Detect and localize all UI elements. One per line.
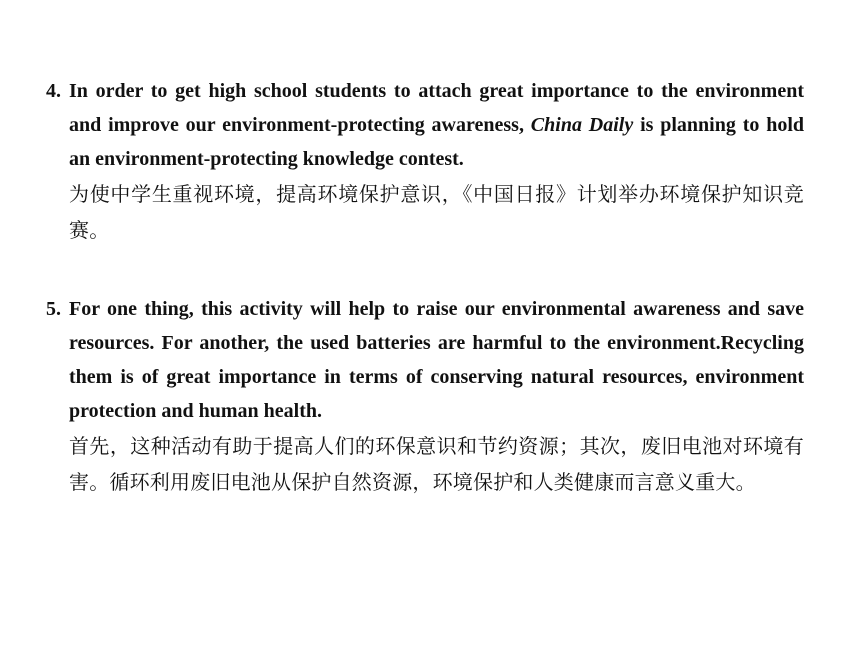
item-5-number: 5. [46,298,61,320]
list-item-5 [46,292,804,500]
newspaper-name: China Daily [530,114,634,136]
item-4-english-suffix: is planning to hold an environment-protecting knowledge contest. [69,114,804,170]
item-4-chinese-translation: 为使中学生重视环境，提高环境保护意识，《中国日报》计划举办环境保护知识竞赛。 [69,182,804,242]
item-4-english-prefix: In order to get high school students to attach great importance to the environment and improve our environment-protecting awareness, [69,80,804,136]
item-5-english-text [46,292,804,428]
item-4-english-text [46,74,804,176]
list-item-4 [46,74,804,248]
item-5-chinese-translation: 首先，这种活动有助于提高人们的环保意识和节约资源；其次，废旧电池对环境有害。循环利用废旧电池从保护自然资源，环境保护和人类健康而言意义重大。 [69,434,804,494]
item-4-number: 4. [46,80,61,102]
item-5-english-body: For one thing, this activity will help to raise our environmental awareness and save resources. For another, the used batteries are harmful to the environment.Recycling them is of great importance in terms of conserving natural resources, environment protection and human health. [69,298,804,422]
